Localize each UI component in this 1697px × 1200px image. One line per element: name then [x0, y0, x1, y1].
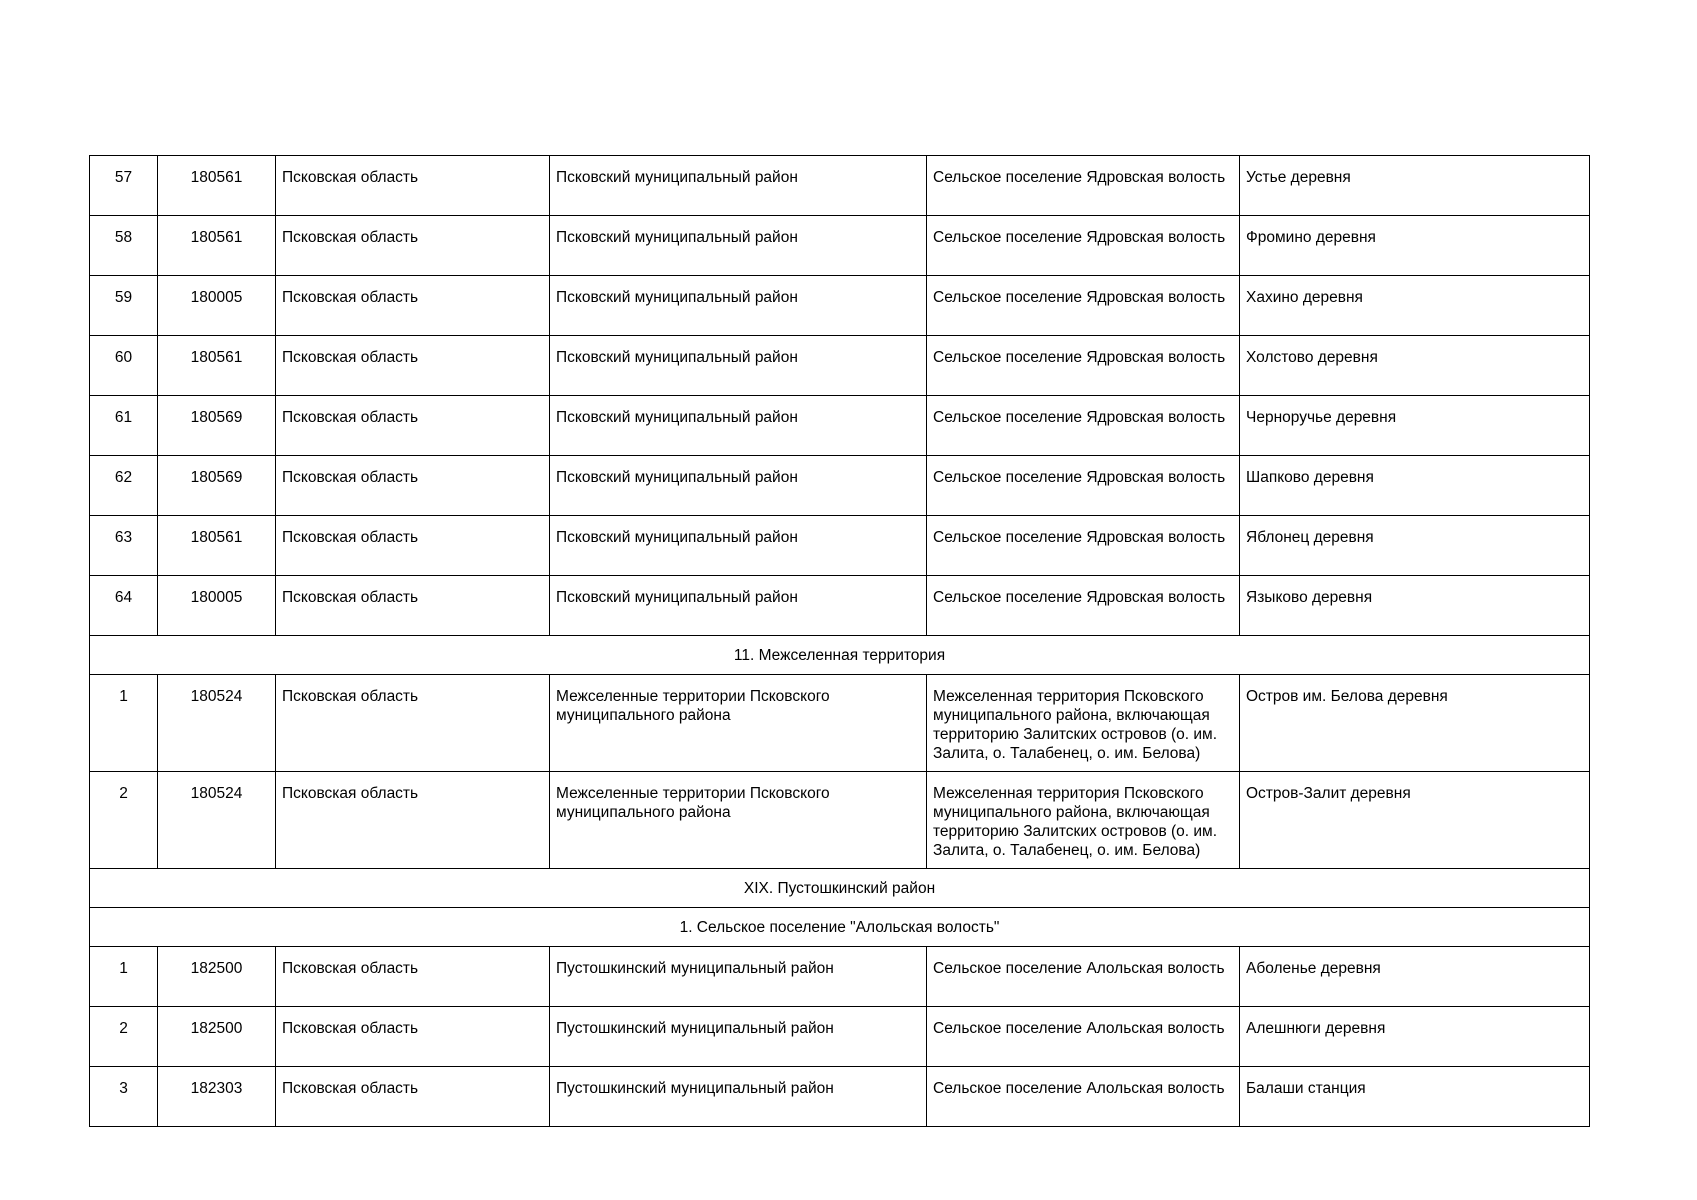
postal-index-cell: 182500 [158, 947, 276, 1007]
locality-cell: Фромино деревня [1240, 216, 1590, 276]
district-cell: Пустошкинский муниципальный район [550, 947, 927, 1007]
district-cell: Псковский муниципальный район [550, 576, 927, 636]
postal-index-cell: 180005 [158, 276, 276, 336]
row-number-cell: 59 [90, 276, 158, 336]
settlement-cell: Сельское поселение Ядровская волость [927, 336, 1240, 396]
table-row [90, 576, 1590, 636]
locality-cell: Остров-Залит деревня [1240, 772, 1590, 869]
postal-index-cell: 180561 [158, 216, 276, 276]
table-row [90, 947, 1590, 1007]
postal-index-cell: 180524 [158, 675, 276, 772]
district-cell: Псковский муниципальный район [550, 276, 927, 336]
district-cell: Пустошкинский муниципальный район [550, 1067, 927, 1127]
postal-index-cell: 180569 [158, 456, 276, 516]
row-number-cell: 3 [90, 1067, 158, 1127]
row-number-cell: 61 [90, 396, 158, 456]
postal-index-cell: 182303 [158, 1067, 276, 1127]
row-number-cell: 64 [90, 576, 158, 636]
settlement-cell: Сельское поселение Ядровская волость [927, 456, 1240, 516]
locality-cell: Хахино деревня [1240, 276, 1590, 336]
region-cell: Псковская область [276, 516, 550, 576]
region-cell: Псковская область [276, 276, 550, 336]
table-row [90, 276, 1590, 336]
region-cell: Псковская область [276, 456, 550, 516]
postal-index-cell: 180005 [158, 576, 276, 636]
settlement-cell: Сельское поселение Ядровская волость [927, 516, 1240, 576]
district-cell: Псковский муниципальный район [550, 156, 927, 216]
postal-index-cell: 180561 [158, 516, 276, 576]
region-cell: Псковская область [276, 216, 550, 276]
table-row [90, 1067, 1590, 1127]
postal-index-cell: 180561 [158, 156, 276, 216]
row-number-cell: 57 [90, 156, 158, 216]
postal-index-cell: 182500 [158, 1007, 276, 1067]
settlement-cell: Межселенная территория Псковского муниципального района, включающая территорию Залитских островов (о. им. Залита, о. Талабенец, о. им. Белова) [927, 675, 1240, 772]
table-row [90, 1007, 1590, 1067]
table-row [90, 396, 1590, 456]
district-cell: Псковский муниципальный район [550, 456, 927, 516]
table-row [90, 772, 1590, 869]
table-row [90, 456, 1590, 516]
district-cell: Псковский муниципальный район [550, 336, 927, 396]
row-number-cell: 1 [90, 675, 158, 772]
region-cell: Псковская область [276, 675, 550, 772]
locality-cell: Яблонец деревня [1240, 516, 1590, 576]
row-number-cell: 58 [90, 216, 158, 276]
locality-cell: Остров им. Белова деревня [1240, 675, 1590, 772]
table-row [90, 216, 1590, 276]
localities-table [89, 155, 1590, 1127]
settlement-cell: Сельское поселение Ядровская волость [927, 216, 1240, 276]
row-number-cell: 2 [90, 1007, 158, 1067]
section-header-row [90, 869, 1590, 908]
region-cell: Псковская область [276, 1067, 550, 1127]
district-cell: Пустошкинский муниципальный район [550, 1007, 927, 1067]
section-title: 11. Межселенная территория [90, 636, 1590, 675]
locality-cell: Алешнюги деревня [1240, 1007, 1590, 1067]
settlement-cell: Межселенная территория Псковского муниципального района, включающая территорию Залитских островов (о. им. Залита, о. Талабенец, о. им. Белова) [927, 772, 1240, 869]
settlement-cell: Сельское поселение Алольская волость [927, 947, 1240, 1007]
district-cell: Псковский муниципальный район [550, 516, 927, 576]
locality-cell: Шапково деревня [1240, 456, 1590, 516]
postal-index-cell: 180561 [158, 336, 276, 396]
row-number-cell: 62 [90, 456, 158, 516]
settlement-cell: Сельское поселение Алольская волость [927, 1067, 1240, 1127]
region-cell: Псковская область [276, 156, 550, 216]
section-header-row [90, 636, 1590, 675]
district-cell: Псковский муниципальный район [550, 216, 927, 276]
table-row [90, 156, 1590, 216]
region-cell: Псковская область [276, 947, 550, 1007]
settlement-cell: Сельское поселение Ядровская волость [927, 276, 1240, 336]
table-row [90, 516, 1590, 576]
settlement-cell: Сельское поселение Ядровская волость [927, 156, 1240, 216]
table-body [90, 156, 1590, 1127]
section-title: 1. Сельское поселение "Алольская волость" [90, 908, 1590, 947]
row-number-cell: 2 [90, 772, 158, 869]
row-number-cell: 1 [90, 947, 158, 1007]
region-cell: Псковская область [276, 1007, 550, 1067]
region-cell: Псковская область [276, 772, 550, 869]
region-cell: Псковская область [276, 336, 550, 396]
district-cell: Псковский муниципальный район [550, 396, 927, 456]
table-row [90, 336, 1590, 396]
locality-cell: Устье деревня [1240, 156, 1590, 216]
settlement-cell: Сельское поселение Ядровская волость [927, 396, 1240, 456]
district-cell: Межселенные территории Псковского муниципального района [550, 772, 927, 869]
table-row [90, 675, 1590, 772]
section-header-row [90, 908, 1590, 947]
settlement-cell: Сельское поселение Алольская волость [927, 1007, 1240, 1067]
locality-cell: Аболенье деревня [1240, 947, 1590, 1007]
section-title: XIX. Пустошкинский район [90, 869, 1590, 908]
district-cell: Межселенные территории Псковского муниципального района [550, 675, 927, 772]
settlement-cell: Сельское поселение Ядровская волость [927, 576, 1240, 636]
locality-cell: Холстово деревня [1240, 336, 1590, 396]
locality-cell: Языково деревня [1240, 576, 1590, 636]
postal-index-cell: 180524 [158, 772, 276, 869]
region-cell: Псковская область [276, 396, 550, 456]
row-number-cell: 63 [90, 516, 158, 576]
locality-cell: Балаши станция [1240, 1067, 1590, 1127]
postal-index-cell: 180569 [158, 396, 276, 456]
locality-cell: Черноручье деревня [1240, 396, 1590, 456]
row-number-cell: 60 [90, 336, 158, 396]
region-cell: Псковская область [276, 576, 550, 636]
